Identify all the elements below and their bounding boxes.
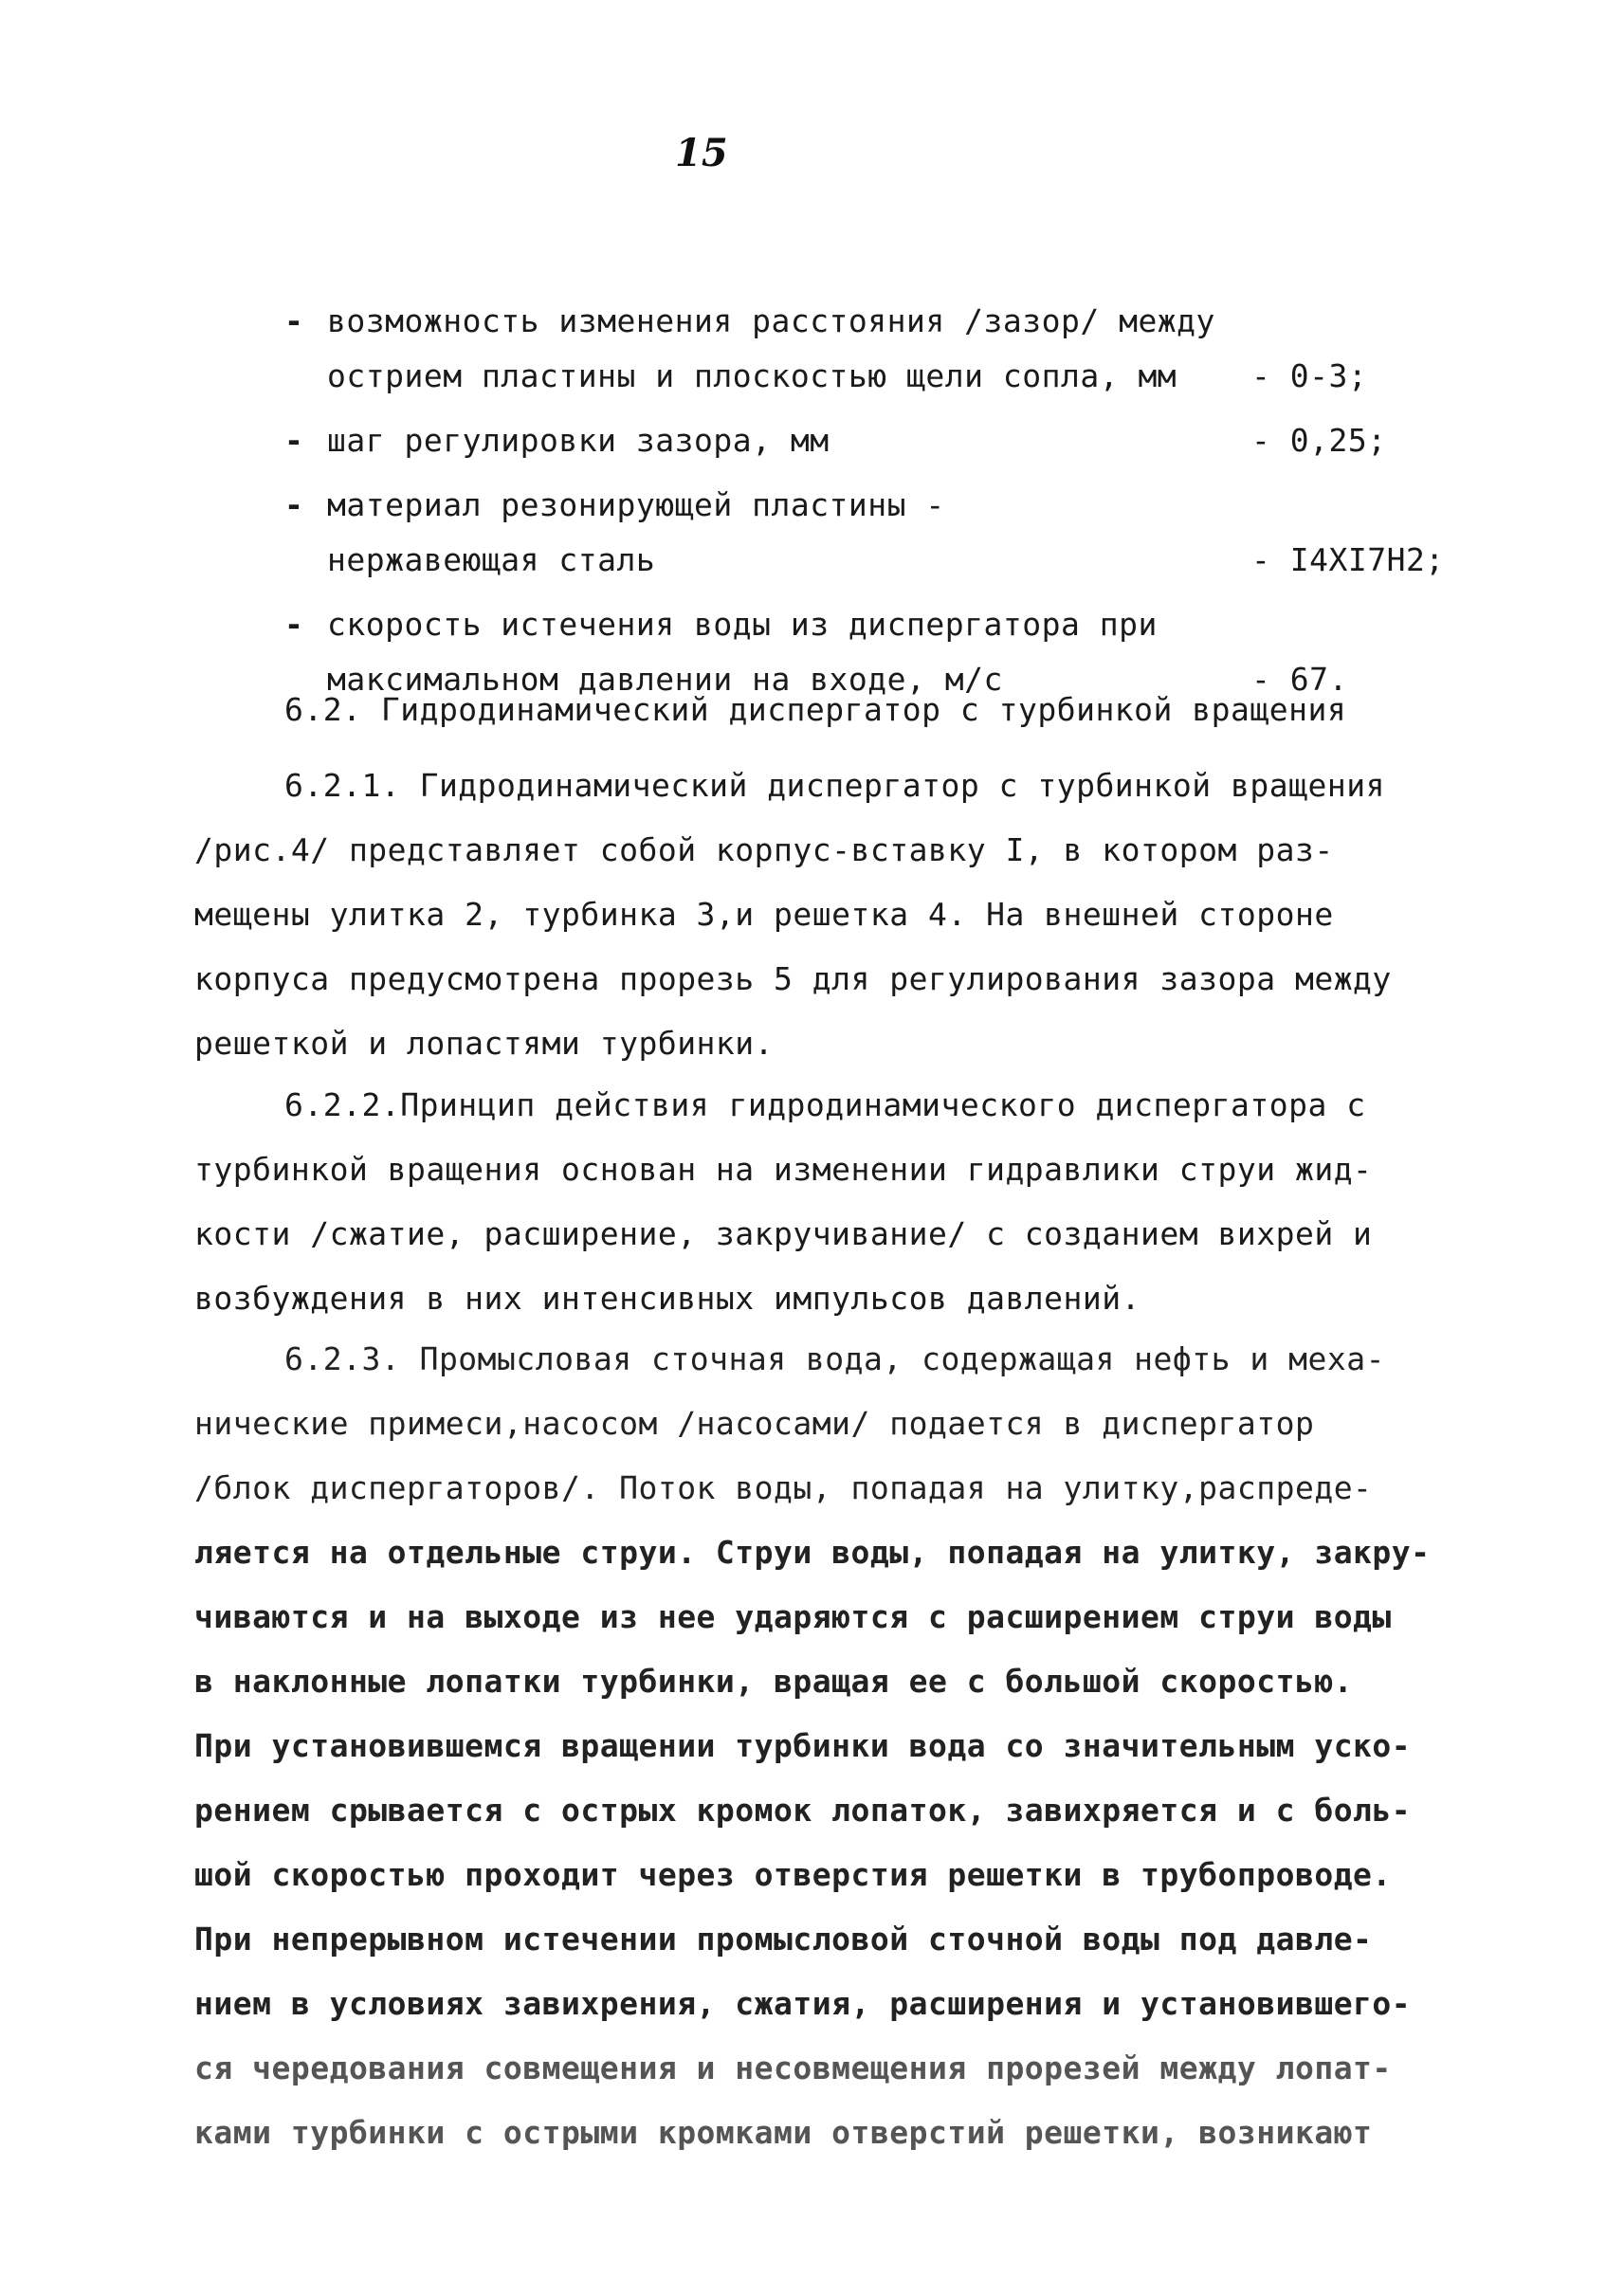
spec-value: - 67. xyxy=(1251,661,1348,698)
paragraph-line: решеткой и лопастями турбинки. xyxy=(194,1025,775,1062)
spec-item xyxy=(284,413,1469,468)
paragraph-line: ся чередования совмещения и несовмещения прорезей между лопат- xyxy=(194,2049,1392,2086)
bullet-dash: - xyxy=(284,302,304,339)
spec-item xyxy=(284,478,1469,588)
paragraph-line: 6.2.1. Гидродинамический диспергатор с турбинкой вращения xyxy=(284,767,1385,804)
spec-text: материал резонирующей пластины - xyxy=(327,486,945,523)
bullet-dash: - xyxy=(284,486,304,523)
spec-value: - 0,25; xyxy=(1251,422,1387,459)
paragraph-6-2-1 xyxy=(194,754,1455,1076)
paragraph-6-2-2 xyxy=(194,1073,1455,1331)
paragraph-line: в наклонные лопатки турбинки, вращая ее с большой скоростью. xyxy=(194,1663,1354,1700)
paragraph-line: кости /сжатие, расширение, закручивание/ с созданием вихрей и xyxy=(194,1215,1373,1252)
paragraph-line: нические примеси,насосом /насосами/ подается в диспергатор xyxy=(194,1405,1315,1442)
spec-text: шаг регулировки зазора, мм xyxy=(327,422,830,459)
spec-text: возможность изменения расстояния /зазор/ между xyxy=(327,302,1215,339)
spec-list xyxy=(284,294,1469,717)
paragraph-line: турбинкой вращения основан на изменении гидравлики струи жид- xyxy=(194,1151,1373,1188)
paragraph-line: При непрерывном истечении промысловой сточной воды под давле- xyxy=(194,1921,1373,1958)
paragraph-line: /блок диспергаторов/. Поток воды, попадая на улитку,распреде- xyxy=(194,1469,1373,1506)
paragraph-line: 6.2.3. Промысловая сточная вода, содержащая нефть и меха- xyxy=(284,1340,1385,1377)
paragraph-line: /рис.4/ представляет собой корпус-вставку I, в котором раз- xyxy=(194,831,1334,868)
paragraph-line: возбуждения в них интенсивных импульсов давлений. xyxy=(194,1280,1141,1317)
bullet-dash: - xyxy=(284,422,304,459)
paragraph-line: При установившемся вращении турбинки вода со значительным уско- xyxy=(194,1727,1412,1764)
spec-text: нержавеющая сталь xyxy=(327,541,656,578)
spec-item xyxy=(284,294,1469,404)
paragraph-line: 6.2.2.Принцип действия гидродинамического диспергатора с xyxy=(284,1086,1366,1123)
paragraph-line: шой скоростью проходит через отверстия решетки в трубопроводе. xyxy=(194,1856,1392,1893)
paragraph-line: ками турбинки с острыми кромками отверстий решетки, возникают xyxy=(194,2114,1373,2151)
paragraph-line: корпуса предусмотрена прорезь 5 для регулирования зазора между xyxy=(194,960,1392,997)
bullet-dash: - xyxy=(284,606,304,643)
page-number: 15 xyxy=(675,131,728,175)
spec-text: максимальном давлении на входе, м/с xyxy=(327,661,1003,698)
paragraph-line: рением срывается с острых кромок лопаток, завихряется и с боль- xyxy=(194,1792,1412,1829)
spec-text: скорость истечения воды из диспергатора при xyxy=(327,606,1158,643)
spec-value: - 0-3; xyxy=(1251,357,1368,394)
spec-text: острием пластины и плоскостью щели сопла, мм xyxy=(327,357,1177,394)
paragraph-line: нием в условиях завихрения, сжатия, расширения и установившего- xyxy=(194,1985,1412,2022)
section-title: 6.2. Гидродинамический диспергатор с турбинкой вращения xyxy=(284,691,1347,728)
paragraph-line: чиваются и на выходе из нее ударяются с расширением струи воды xyxy=(194,1598,1392,1635)
paragraph-line: ляется на отдельные струи. Струи воды, попадая на улитку, закру- xyxy=(194,1534,1431,1571)
paragraph-line: мещены улитка 2, турбинка 3,и решетка 4. На внешней стороне xyxy=(194,896,1334,933)
spec-value: - I4XI7H2; xyxy=(1251,541,1445,578)
paragraph-6-2-3 xyxy=(194,1327,1455,2165)
